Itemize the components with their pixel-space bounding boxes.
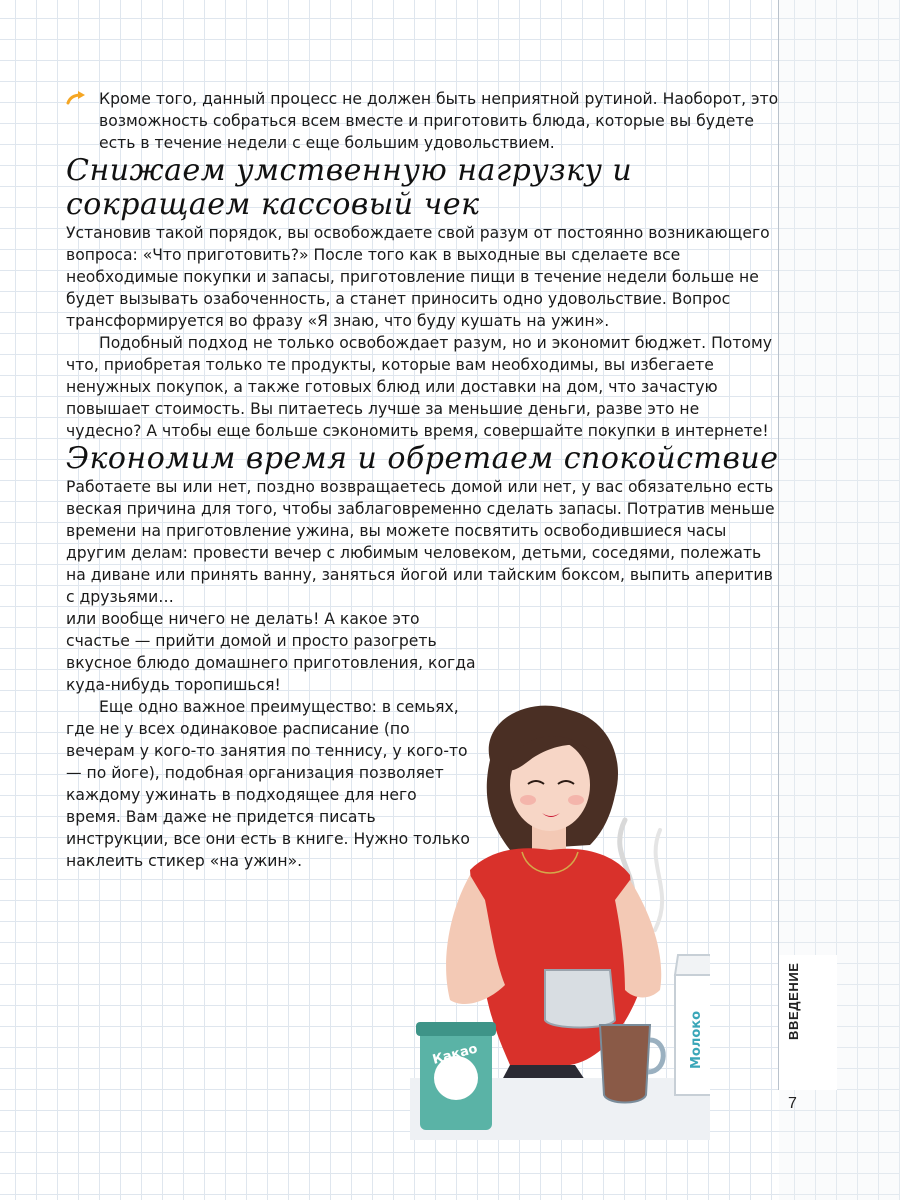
mug xyxy=(600,1025,650,1103)
section1-heading: Снижаем умственную нагрузку и сокращаем кассовый чек xyxy=(66,153,633,222)
section2-heading: Экономим время и обретаем спокойствие xyxy=(66,441,779,476)
section2-paragraph-2: Еще одно важное преимущество: в семьях, где не у всех одинаковое расписание (по вечерам у кого-то занятия по теннису, у кого-то — по йоге), подобная организация позволяет каждому ужинать в подходящее для него время. Вам даже не придется писать инструкции, все они есть в книге. Нужно только наклеить стикер «на ужин». xyxy=(66,698,470,870)
milk-carton-top xyxy=(675,955,710,975)
section1-paragraph-2: Подобный подход не только освобождает разум, но и экономит бюджет. Потому что, приобретая только те продукты, которые вам необходимы, вы избегаете ненужных покупок, а также готовых блюд или доставки на дом, что зачастую повышает стоимость. Вы питаетесь лучше за меньшие деньги, разве это не чудесно? А чтобы еще больше сэкономить время, совершайте покупки в интернете! xyxy=(66,334,772,440)
arrow-bullet-icon xyxy=(66,90,88,106)
skirt xyxy=(502,1065,585,1080)
steam-swirl-2 xyxy=(655,830,662,930)
cheek-left xyxy=(520,795,536,805)
section-tab-label: ВВЕДЕНИЕ xyxy=(786,962,801,1040)
milk-label: Молоко xyxy=(689,1010,704,1070)
cocoa-tin-lid xyxy=(416,1022,496,1036)
section2-paragraph-1: Работаете вы или нет, поздно возвращаетесь домой или нет, у вас обязательно есть веская причина для того, чтобы заблаговременно сделать запасы. Потратив меньше времени на приготовление ужина, вы можете посвятить освободившиеся часы другим делам: провести вечер с любимым человеком, детьми, соседями, полежать на диване или принять ванну, заняться йогой или тайским боксом, выпить аперитив с друзьями… xyxy=(66,478,775,606)
intro-text: Кроме того, данный процесс не должен быть неприятной рутиной. Наоборот, это возможность собраться всем вместе и приготовить блюда, которые вы будете есть в течение недели с еще большим удовольствием. xyxy=(99,90,779,152)
section2-paragraph-1-tail: или вообще ничего не делать! А какое это счастье — прийти домой и просто разогреть вкусное блюдо домашнего приготовления, когда куда-нибудь торопишься! xyxy=(66,610,476,694)
milk-jug xyxy=(545,970,615,1028)
mug-handle xyxy=(648,1040,663,1072)
cheek-right xyxy=(568,795,584,805)
cocoa-label: Какао xyxy=(430,1041,480,1068)
intro-bullet xyxy=(66,88,779,154)
page-number: 7 xyxy=(788,1095,797,1112)
woman-pouring-milk-illustration xyxy=(410,700,710,1140)
section1-paragraph-1: Установив такой порядок, вы освобождаете свой разум от постоянно возникающего вопроса: «Что приготовить?» После того как в выходные вы сделаете все необходимые покупки и запасы, приготовление пищи в течение недели больше не будет вызывать озабоченность, а станет приносить одно удовольствие. Вопрос трансформируется во фразу «Я знаю, что буду кушать на ужин». xyxy=(66,224,770,330)
